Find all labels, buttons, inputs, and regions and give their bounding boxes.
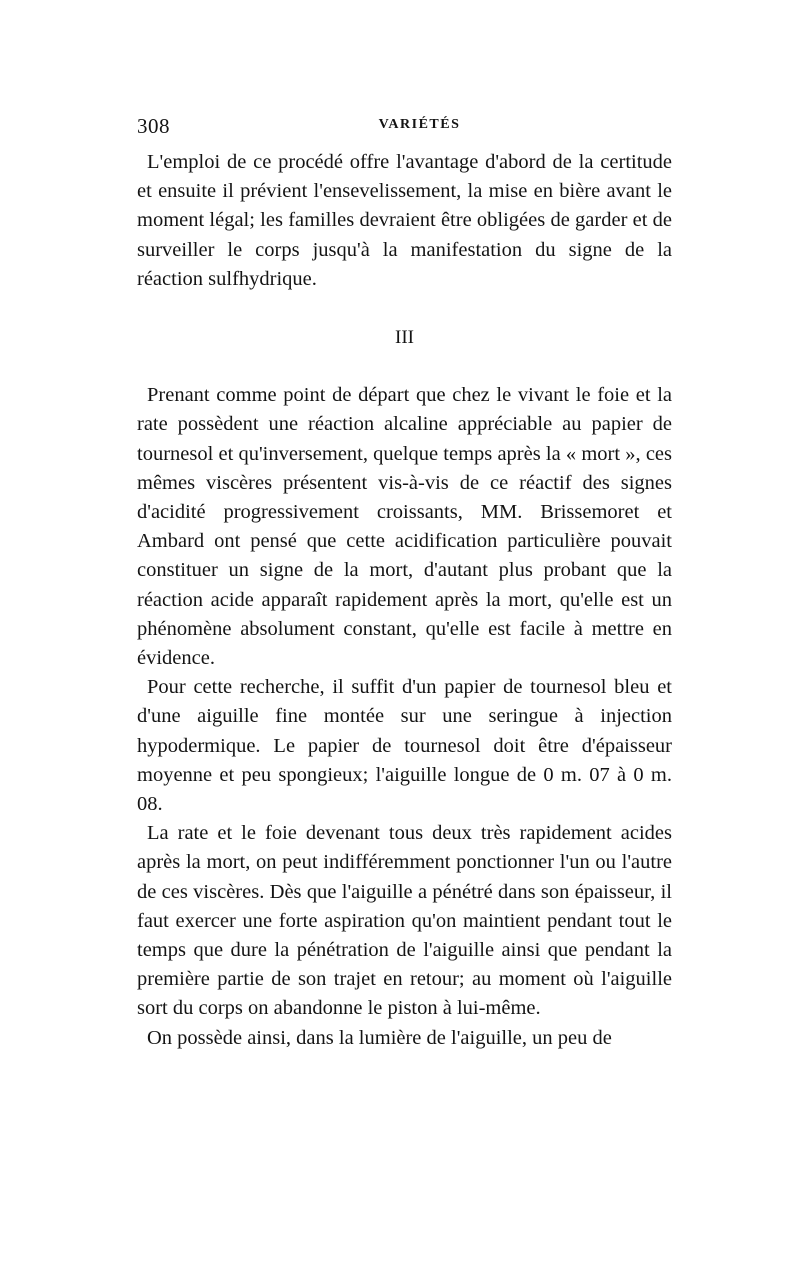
text-block — [137, 148, 672, 1053]
page-number: 308 — [137, 114, 170, 138]
paragraph-4: La rate et le foie devenant tous deux très rapidement acides après la mort, on peut indifféremment ponctionner l'un ou l'autre de ces viscères. Dès que l'aiguille a pénétré dans son épaisseur, il faut exercer une forte aspiration qu'on maintient pendant tout le temps que dure la pénétration de l'aiguille ainsi que pendant la première partie de son trajet en retour; au moment où l'aiguille sort du corps on abandonne le piston à lui-même. — [137, 822, 672, 1020]
paragraph-2: Prenant comme point de départ que chez le vivant le foie et la rate possèdent une réaction alcaline appréciable au papier de tournesol et qu'inversement, quelque temps après la « mort », ces mêmes viscères présentent vis-à-vis de ce réactif des signes d'acidité progressivement croissants, MM. Brissemoret et Ambard ont pensé que cette acidification particulière pouvait constituer un signe de la mort, d'autant plus probant que la réaction acide apparaît rapidement après la mort, qu'elle est un phénomène absolument constant, qu'elle est facile à mettre en évidence. — [137, 384, 672, 670]
running-head — [137, 114, 672, 144]
paragraph-3: Pour cette recherche, il suffit d'un papier de tournesol bleu et d'une aiguille fine montée sur une seringue à injection hypodermique. Le papier de tournesol doit être d'épaisseur moyenne et peu spongieux; l'aiguille longue de 0 m. 07 à 0 m. 08. — [137, 676, 672, 816]
section-number: III — [395, 327, 414, 349]
paragraph-5: On possède ainsi, dans la lumière de l'aiguille, un peu de — [147, 1026, 612, 1049]
running-title: VARIÉTÉS — [378, 117, 461, 132]
paragraph-1: L'emploi de ce procédé offre l'avantage d'abord de la certitude et ensuite il prévient l'ensevelissement, la mise en bière avant le moment légal; les familles devraient être obligées de garder et de surveiller le corps jusqu'à la manifestation du signe de la réaction sulfhydrique. — [137, 151, 672, 290]
